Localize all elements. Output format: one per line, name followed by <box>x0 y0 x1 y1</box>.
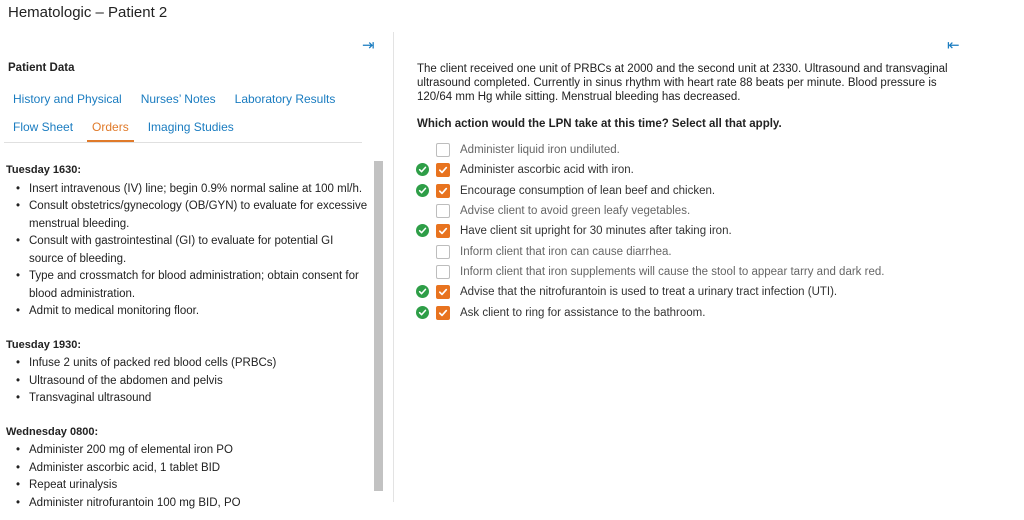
scenario-text: The client received one unit of PRBCs at 2000 and the second unit at 2330. Ultrasound and transvaginal ultrasound completed. Currently in sinus rhythm with heart rate 88 beats per minute. Blood pressure is 120/64 mm Hg while sitting. Menstrual bleeding has decreased. <box>417 63 948 103</box>
feedback-slot <box>416 306 436 320</box>
order-item: • Repeat urinalysis <box>6 477 370 495</box>
section-label: Patient Data <box>8 62 75 74</box>
window-title: Hematologic – Patient 2 <box>8 4 168 21</box>
collapse-right-arrow-icon[interactable]: ⇥ <box>362 37 375 54</box>
order-group <box>6 337 370 408</box>
patient-data-panel <box>0 32 392 520</box>
feedback-slot <box>416 224 436 238</box>
answer-label: Inform client that iron can cause diarrhea. <box>460 245 672 258</box>
order-item: • Ultrasound of the abdomen and pelvis <box>6 373 370 391</box>
order-item: • Administer ascorbic acid, 1 tablet BID <box>6 460 370 478</box>
order-item: • Administer 200 mg of elemental iron PO <box>6 442 370 460</box>
tab-imaging-studies[interactable]: Imaging Studies <box>147 120 234 134</box>
correct-check-icon <box>416 285 429 298</box>
answer-option[interactable] <box>416 262 956 282</box>
tab-flow-sheet[interactable]: Flow Sheet <box>13 120 74 134</box>
tabs-row-2 <box>8 120 248 142</box>
answer-option[interactable] <box>416 241 956 261</box>
answer-label: Advise that the nitrofurantoin is used to treat a urinary tract infection (UTI). <box>460 286 838 299</box>
tabs-divider <box>4 142 362 143</box>
answer-checkbox[interactable] <box>436 163 450 177</box>
order-item: • Insert intravenous (IV) line; begin 0.9% normal saline at 100 ml/h. <box>6 181 370 199</box>
feedback-slot <box>416 143 436 157</box>
tabs-row-1 <box>8 92 349 112</box>
feedback-slot <box>416 163 436 177</box>
correct-check-icon <box>416 163 429 176</box>
feedback-slot <box>416 265 436 279</box>
tab-nurses-notes[interactable]: Nurses’ Notes <box>140 92 216 106</box>
answer-option[interactable] <box>416 221 956 241</box>
collapse-left-arrow-icon[interactable]: ⇤ <box>947 37 960 54</box>
feedback-slot <box>416 285 436 299</box>
answer-checkbox[interactable] <box>436 245 450 259</box>
orders-content <box>6 162 370 509</box>
order-item: • Administer nitrofurantoin 100 mg BID, PO <box>6 495 370 513</box>
order-heading: Wednesday 0800: <box>6 425 99 438</box>
order-item: • Transvaginal ultrasound <box>6 390 370 408</box>
correct-check-icon <box>416 306 429 319</box>
scrollbar-thumb[interactable] <box>374 161 383 491</box>
order-heading: Tuesday 1630: <box>6 164 82 176</box>
answer-option[interactable] <box>416 140 956 160</box>
feedback-slot <box>416 245 436 259</box>
tab-orders[interactable]: Orders <box>87 120 134 142</box>
feedback-slot <box>416 184 436 198</box>
order-item: • Admit to medical monitoring floor. <box>6 303 370 321</box>
answer-label: Inform client that iron supplements will cause the stool to appear tarry and dark red. <box>460 265 885 278</box>
answer-label: Have client sit upright for 30 minutes after taking iron. <box>460 225 732 238</box>
answer-label: Encourage consumption of lean beef and chicken. <box>460 184 716 197</box>
order-item: • Consult obstetrics/gynecology (OB/GYN) to evaluate for excessive menstrual bleeding. <box>6 198 370 233</box>
answer-label: Administer ascorbic acid with iron. <box>460 164 634 177</box>
orders-scrollbar[interactable] <box>374 161 383 491</box>
question-prompt: Which action would the LPN take at this time? Select all that apply. <box>417 118 782 130</box>
answer-option[interactable] <box>416 181 956 201</box>
answer-option[interactable] <box>416 302 956 322</box>
answer-option[interactable] <box>416 201 956 221</box>
answer-checkbox[interactable] <box>436 204 450 218</box>
answer-label: Ask client to ring for assistance to the bathroom. <box>460 306 706 319</box>
answer-checkbox[interactable] <box>436 184 450 198</box>
answer-checkbox[interactable] <box>436 265 450 279</box>
answer-option[interactable] <box>416 160 956 180</box>
order-heading: Tuesday 1930: <box>6 338 82 351</box>
answer-options <box>416 140 956 323</box>
order-group <box>6 424 370 513</box>
answer-checkbox[interactable] <box>436 285 450 299</box>
feedback-slot <box>416 204 436 218</box>
answer-label: Administer liquid iron undiluted. <box>460 144 620 157</box>
answer-label: Advise client to avoid green leafy vegetables. <box>460 205 691 218</box>
correct-check-icon <box>416 224 429 237</box>
tab-history-and-physical[interactable]: History and Physical <box>13 92 122 106</box>
tab-laboratory-results[interactable]: Laboratory Results <box>234 92 336 106</box>
order-item: • Consult with gastrointestinal (GI) to evaluate for potential GI source of bleeding. <box>6 233 370 268</box>
answer-checkbox[interactable] <box>436 143 450 157</box>
question-panel <box>394 32 1024 520</box>
order-group <box>6 162 370 321</box>
correct-check-icon <box>416 184 429 197</box>
answer-checkbox[interactable] <box>436 306 450 320</box>
order-item: • Type and crossmatch for blood administration; obtain consent for blood administration. <box>6 268 370 303</box>
answer-option[interactable] <box>416 282 956 302</box>
order-item: • Infuse 2 units of packed red blood cells (PRBCs) <box>6 355 370 373</box>
answer-checkbox[interactable] <box>436 224 450 238</box>
